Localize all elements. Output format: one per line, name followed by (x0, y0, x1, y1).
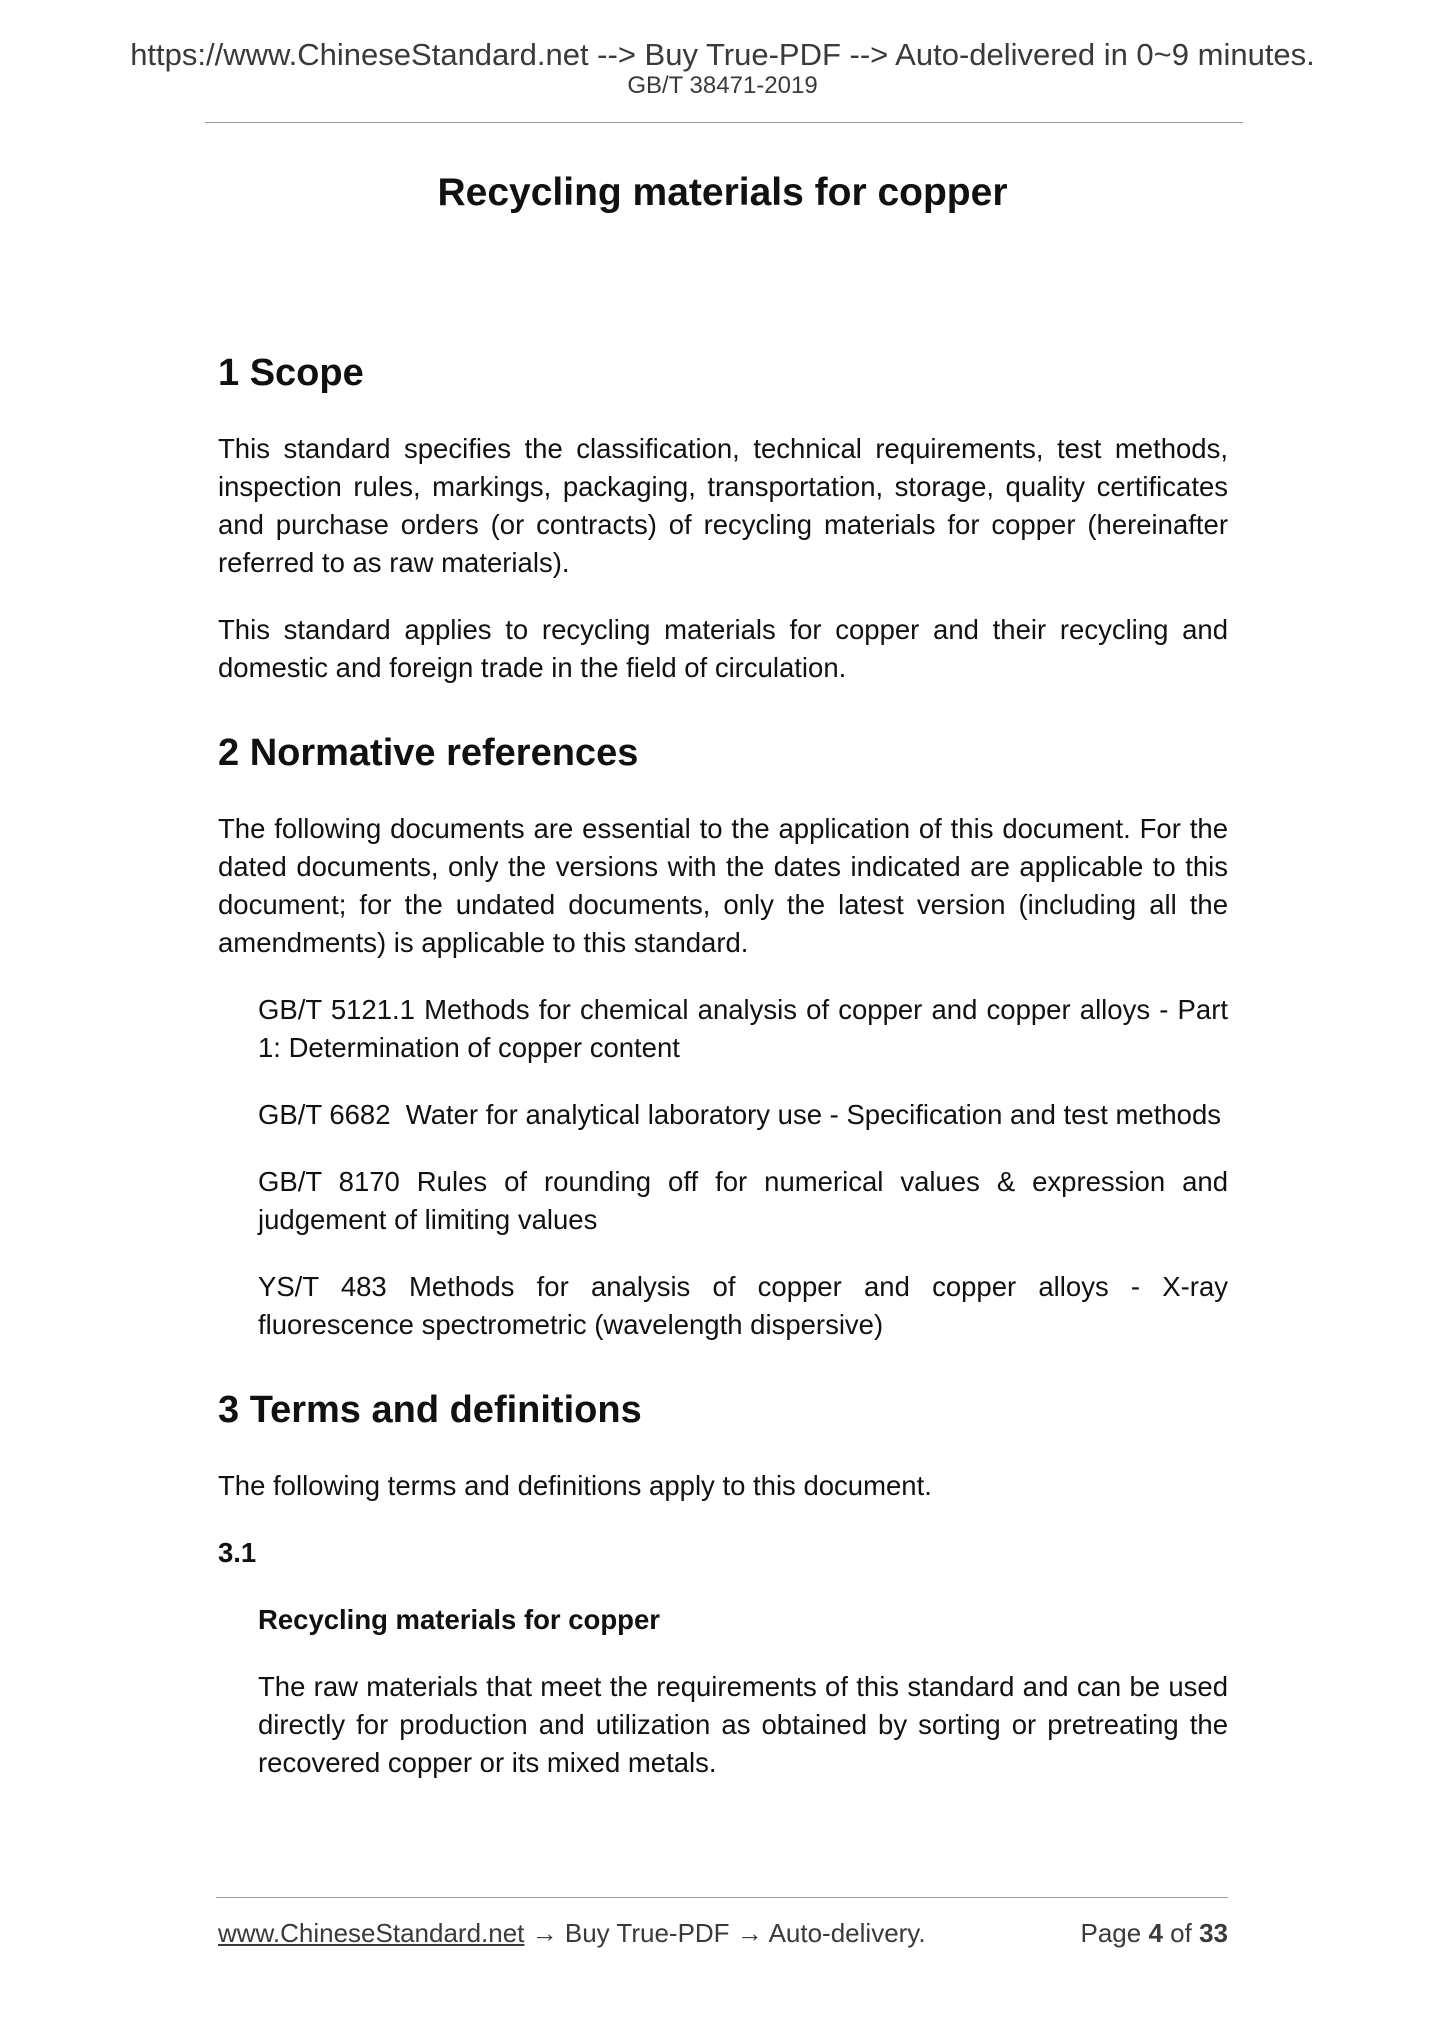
section-heading-terms-definitions: 3 Terms and definitions (218, 1389, 642, 1431)
footer-divider (216, 1897, 1228, 1898)
term-definition: The raw materials that meet the requirements of this standard and can be used directly for production and utilization as obtained by sorting or pretreating the recovered copper or its mixed metals. (258, 1671, 1228, 1778)
banner-text: https://www.ChineseStandard.net --> Buy True-PDF --> Auto-delivered in 0~9 minutes. (130, 37, 1315, 72)
page-number: 4 (1148, 1918, 1163, 1948)
section-heading-scope: 1 Scope (218, 352, 364, 394)
footer-site-link[interactable]: www.ChineseStandard.net (218, 1918, 525, 1948)
page-label: Page (1080, 1918, 1142, 1948)
scope-paragraph: This standard specifies the classification, technical requirements, test methods, inspection rules, markings, packaging, transportation, storage, quality certificates and purchase orders (or contracts) of recycling materials for copper (hereinafter referred to as raw materials). (218, 433, 1228, 578)
document-title: Recycling materials for copper (437, 171, 1008, 214)
terms-intro-paragraph: The following terms and definitions apply to this document. (218, 1470, 932, 1501)
reference-item: GB/T 8170 Rules of rounding off for numerical values & expression and judgement of limiting values (258, 1166, 1228, 1235)
reference-item: GB/T 6682 Water for analytical laboratory use - Specification and test methods (258, 1099, 1221, 1130)
scope-paragraph: This standard applies to recycling materials for copper and their recycling and domestic and foreign trade in the field of circulation. (218, 614, 1228, 683)
clause-number: 3.1 (218, 1537, 257, 1568)
section-heading-normative-references: 2 Normative references (218, 732, 639, 774)
term-name: Recycling materials for copper (258, 1604, 660, 1635)
reference-item: GB/T 5121.1 Methods for chemical analysis of copper and copper alloys - Part 1: Determination of copper content (258, 994, 1228, 1063)
document-body (218, 350, 1228, 1811)
page-footer (218, 1917, 1228, 1949)
of-label: of (1170, 1918, 1192, 1948)
normative-intro-paragraph: The following documents are essential to the application of this document. For the dated documents, only the versions with the dates indicated are applicable to this document; for the undated documents, only the latest version (including all the amendments) is applicable to this standard. (218, 813, 1228, 958)
reference-item: YS/T 483 Methods for analysis of copper and copper alloys - X-ray fluorescence spectrometric (wavelength dispersive) (258, 1271, 1228, 1340)
header-divider (205, 122, 1243, 123)
total-pages: 33 (1199, 1918, 1228, 1948)
footer-tagline: → Buy True-PDF → Auto-delivery. (524, 1918, 926, 1948)
page-indicator (1080, 1917, 1228, 1949)
standard-code: GB/T 38471-2019 (627, 72, 818, 99)
